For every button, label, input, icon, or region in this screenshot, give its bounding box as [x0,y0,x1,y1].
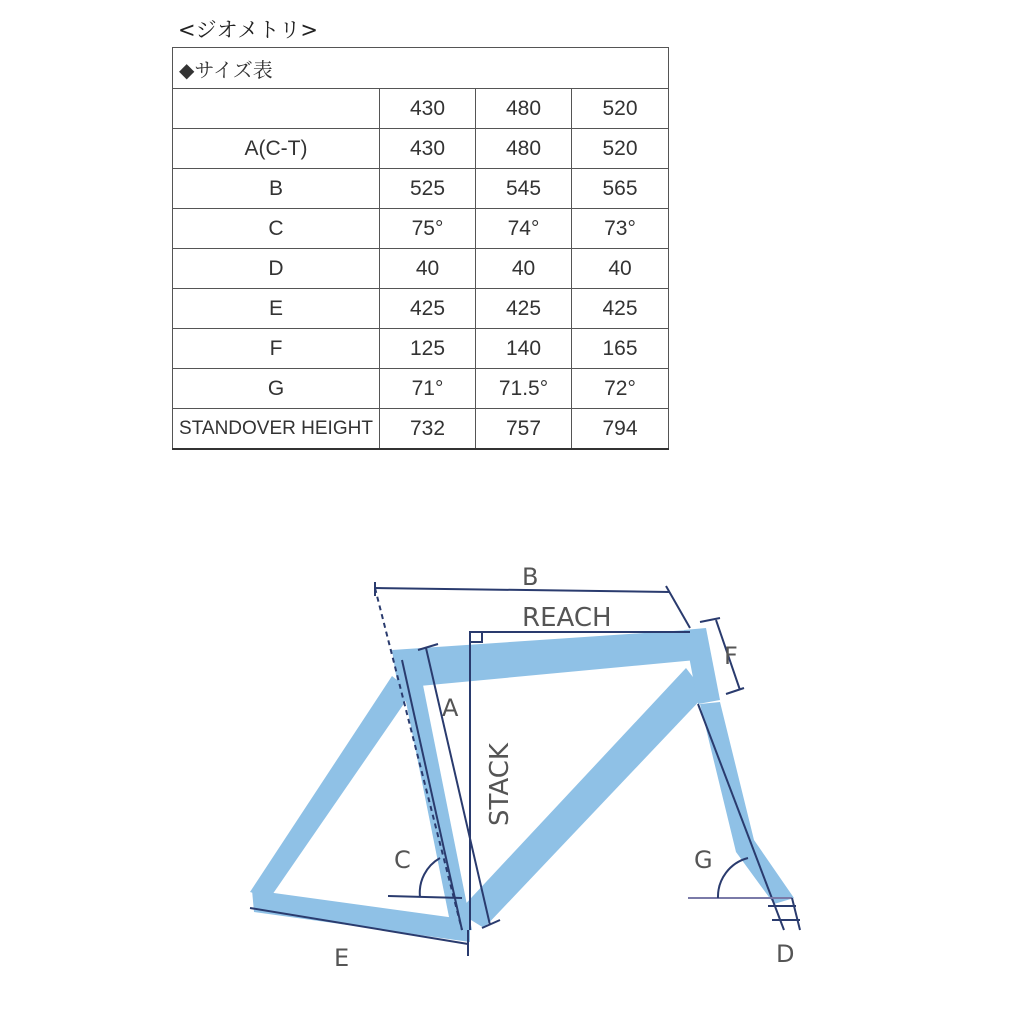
row-label: F [173,329,380,369]
row-value: 74° [476,209,572,249]
row-value: 73° [572,209,669,249]
row-value: 71° [380,369,476,409]
geometry-heading: <ジオメトリ> [178,18,318,42]
label-c: C [394,846,411,874]
f-tick-bottom [726,688,744,694]
bike-frame [250,628,794,942]
fork-axis [698,704,784,930]
row-value: 430 [380,129,476,169]
label-a: A [442,694,459,722]
row-value: 520 [572,129,669,169]
row-value: 165 [572,329,669,369]
row-value: 125 [380,329,476,369]
row-value: 565 [572,169,669,209]
b-tick-right [666,586,690,628]
row-value: 425 [380,289,476,329]
table-title: ◆サイズ表 [173,48,669,89]
header-cell-size: 520 [572,89,669,129]
row-value: 71.5° [476,369,572,409]
row-value: 72° [572,369,669,409]
row-value: 425 [476,289,572,329]
row-value: 140 [476,329,572,369]
row-value: 425 [572,289,669,329]
row-label: A(C-T) [173,129,380,169]
header-cell-size: 430 [380,89,476,129]
row-value: 480 [476,129,572,169]
reach-corner-mark [470,632,482,642]
row-value: 545 [476,169,572,209]
label-f: F [724,642,738,670]
row-label: D [173,249,380,289]
fork [700,702,794,904]
label-b: B [522,563,539,591]
row-label: B [173,169,380,209]
row-label: E [173,289,380,329]
row-label: C [173,209,380,249]
row-value: 75° [380,209,476,249]
row-label: STANDOVER HEIGHT [173,409,380,450]
row-value: 757 [476,409,572,450]
row-value: 40 [476,249,572,289]
label-e: E [334,944,350,972]
label-d: D [776,940,795,968]
g-arc [718,858,748,898]
label-stack: STACK [485,743,515,826]
row-value: 40 [380,249,476,289]
c-arc [420,858,440,897]
row-label: G [173,369,380,409]
top-tube [392,630,696,688]
label-g: G [694,846,713,874]
seat-stay [250,676,412,898]
row-value: 525 [380,169,476,209]
row-value: 794 [572,409,669,450]
d-line [792,898,800,930]
row-value: 732 [380,409,476,450]
label-reach: REACH [522,603,612,633]
header-cell-size: 480 [476,89,572,129]
row-value: 40 [572,249,669,289]
